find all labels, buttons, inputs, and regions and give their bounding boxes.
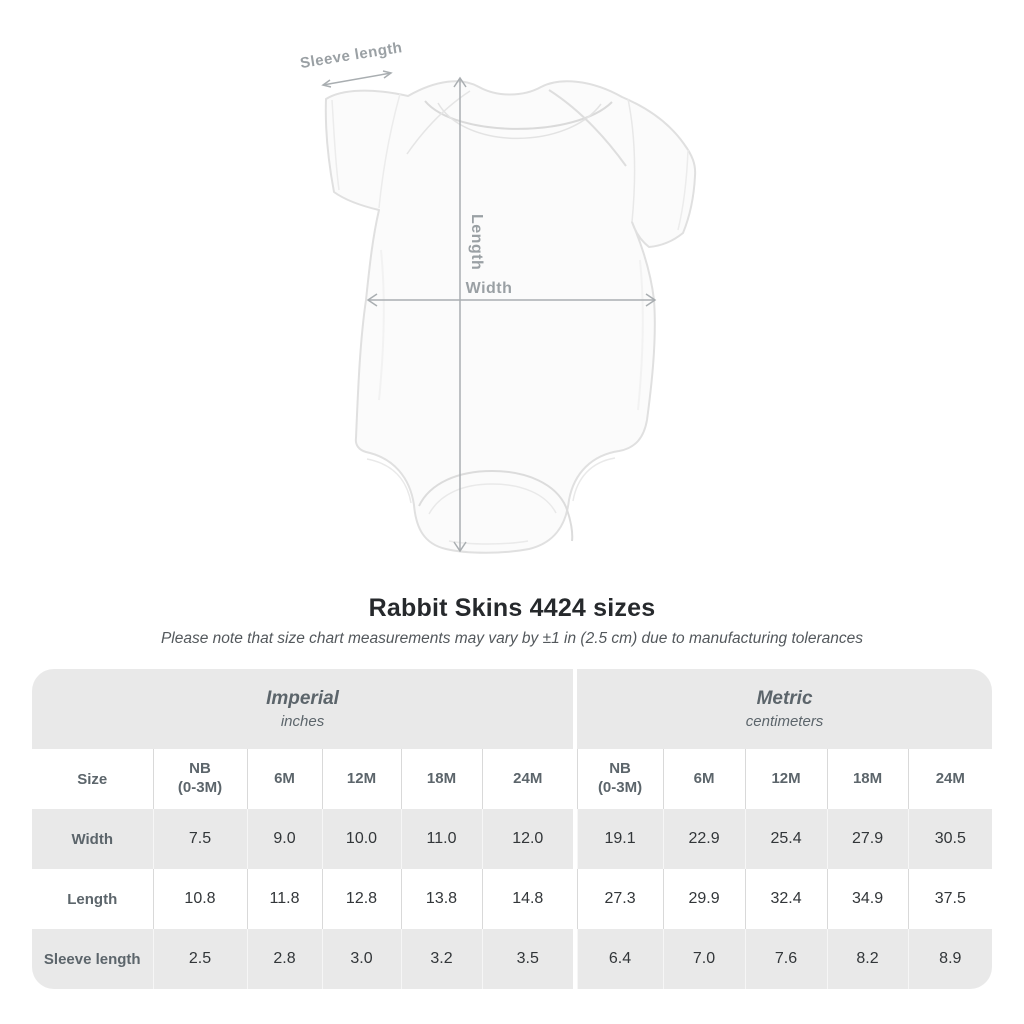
column-header: 24M bbox=[908, 749, 992, 809]
size-header: Size bbox=[32, 749, 153, 809]
unit-band-row bbox=[32, 669, 992, 749]
table-cell: 3.5 bbox=[482, 929, 573, 989]
size-chart-table bbox=[32, 669, 992, 989]
column-header: 24M bbox=[482, 749, 573, 809]
column-header: NB (0-3M) bbox=[577, 749, 663, 809]
table-cell: 37.5 bbox=[908, 869, 992, 929]
table-cell: 34.9 bbox=[827, 869, 908, 929]
table-cell: 7.6 bbox=[745, 929, 827, 989]
table-cell: 7.0 bbox=[663, 929, 745, 989]
table-cell: 12.8 bbox=[322, 869, 401, 929]
table-row-sleeve-length bbox=[32, 929, 992, 989]
metric-label: Metric bbox=[756, 687, 813, 709]
column-header: 18M bbox=[827, 749, 908, 809]
imperial-label: Imperial bbox=[266, 687, 339, 709]
column-header: 18M bbox=[401, 749, 482, 809]
sleeve-length-label: Sleeve length bbox=[299, 39, 404, 73]
table-cell: 6.4 bbox=[577, 929, 663, 989]
column-header: 6M bbox=[663, 749, 745, 809]
column-header: 12M bbox=[745, 749, 827, 809]
table-cell: 29.9 bbox=[663, 869, 745, 929]
width-label: Width bbox=[465, 280, 513, 297]
metric-unit-label: centimeters bbox=[745, 712, 824, 730]
table-cell: 27.9 bbox=[827, 809, 908, 869]
row-label: Length bbox=[32, 869, 153, 929]
table-cell: 2.5 bbox=[153, 929, 247, 989]
row-label: Sleeve length bbox=[32, 929, 153, 989]
table-cell: 12.0 bbox=[482, 809, 573, 869]
table-cell: 19.1 bbox=[577, 809, 663, 869]
table-cell: 25.4 bbox=[745, 809, 827, 869]
length-label: Length bbox=[468, 214, 485, 271]
table-cell: 3.0 bbox=[322, 929, 401, 989]
table-cell: 13.8 bbox=[401, 869, 482, 929]
table-cell: 22.9 bbox=[663, 809, 745, 869]
size-chart-table-wrap bbox=[32, 669, 992, 989]
bodysuit-outline bbox=[326, 81, 695, 553]
table-cell: 11.8 bbox=[247, 869, 322, 929]
table-row-length bbox=[32, 869, 992, 929]
column-header: 12M bbox=[322, 749, 401, 809]
column-header: 6M bbox=[247, 749, 322, 809]
table-cell: 10.8 bbox=[153, 869, 247, 929]
column-header-row bbox=[32, 749, 992, 809]
imperial-unit-label: inches bbox=[280, 712, 325, 730]
title-block bbox=[0, 594, 1024, 648]
table-cell: 14.8 bbox=[482, 869, 573, 929]
table-cell: 3.2 bbox=[401, 929, 482, 989]
table-cell: 30.5 bbox=[908, 809, 992, 869]
metric-band bbox=[577, 669, 992, 749]
column-header: NB (0-3M) bbox=[153, 749, 247, 809]
table-cell: 10.0 bbox=[322, 809, 401, 869]
table-row-width bbox=[32, 809, 992, 869]
sleeve-arrow-line bbox=[323, 73, 391, 85]
table-cell: 8.2 bbox=[827, 929, 908, 989]
tolerance-note: Please note that size chart measurements may vary by ±1 in (2.5 cm) due to manufacturing tolerances bbox=[160, 630, 864, 647]
table-cell: 9.0 bbox=[247, 809, 322, 869]
table-cell: 27.3 bbox=[577, 869, 663, 929]
table-cell: 7.5 bbox=[153, 809, 247, 869]
table-cell: 2.8 bbox=[247, 929, 322, 989]
page-title: Rabbit Skins 4424 sizes bbox=[368, 594, 656, 622]
table-cell: 32.4 bbox=[745, 869, 827, 929]
table-cell: 8.9 bbox=[908, 929, 992, 989]
row-label: Width bbox=[32, 809, 153, 869]
table-cell: 11.0 bbox=[401, 809, 482, 869]
imperial-band bbox=[32, 669, 573, 749]
